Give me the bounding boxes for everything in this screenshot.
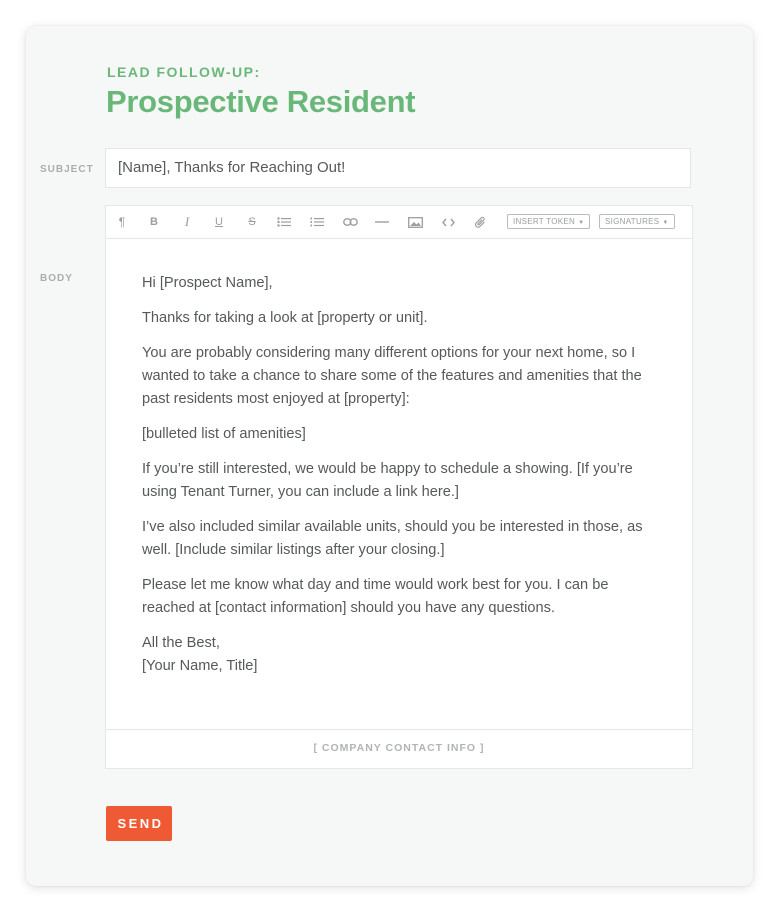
paragraph-icon[interactable] xyxy=(112,206,132,238)
paragraph-glyph: ¶ xyxy=(118,215,126,229)
bold-icon[interactable] xyxy=(144,206,164,238)
body-paragraph: Thanks for taking a look at [property or unit]. xyxy=(142,310,428,327)
bold-glyph: B xyxy=(150,216,158,228)
bullet-list-icon[interactable] xyxy=(274,206,294,238)
insert-token-dropdown[interactable] xyxy=(507,214,590,229)
numbered-list-icon[interactable] xyxy=(307,206,327,238)
body-paragraph: [bulleted list of amenities] xyxy=(142,426,306,443)
editor-toolbar xyxy=(106,206,692,239)
body-paragraph: Please let me know what day and time would work best for you. I can be reached at [contact information] should you have any questions. xyxy=(142,577,609,616)
body-paragraph: I’ve also included similar available units, should you be interested in those, as well. [Include similar listings after your closing.] xyxy=(142,519,643,558)
template-category: LEAD FOLLOW-UP: xyxy=(107,64,261,80)
image-icon[interactable] xyxy=(405,206,425,238)
body-paragraph: Hi [Prospect Name], xyxy=(142,275,273,291)
link-icon[interactable] xyxy=(340,206,360,238)
signature-line: [Your Name, Title] xyxy=(142,657,258,674)
send-button[interactable]: SEND xyxy=(106,806,172,841)
attachment-icon[interactable] xyxy=(470,206,490,238)
chevron-down-icon: ▼ xyxy=(662,220,669,226)
italic-glyph: I xyxy=(184,214,190,229)
signatures-dropdown[interactable] xyxy=(599,214,675,229)
chevron-down-icon: ▼ xyxy=(578,220,585,226)
underline-icon[interactable] xyxy=(209,206,229,238)
horizontal-rule-icon[interactable] xyxy=(372,206,392,238)
signatures-label: SIGNATURES xyxy=(605,217,660,226)
closing-line: All the Best, xyxy=(142,634,220,651)
body-editor[interactable] xyxy=(105,205,693,769)
page-title: Prospective Resident xyxy=(106,84,416,119)
subject-field[interactable]: [Name], Thanks for Reaching Out! xyxy=(105,148,691,188)
body-paragraph: You are probably considering many different options for your next home, so I wanted to take a chance to share some of the features and amenities that the past residents most enjoyed at [property]: xyxy=(142,345,642,407)
email-template-card xyxy=(26,26,753,886)
subject-label: SUBJECT xyxy=(40,164,94,175)
strikethrough-glyph: S xyxy=(248,216,256,228)
email-body[interactable] xyxy=(142,272,662,677)
body-paragraph: If you’re still interested, we would be happy to schedule a showing. [If you’re using Tenant Turner, you can include a link here.] xyxy=(142,461,633,500)
underline-glyph: U xyxy=(215,216,223,228)
italic-icon[interactable] xyxy=(177,206,197,238)
company-contact-info: [ COMPANY CONTACT INFO ] xyxy=(106,729,692,768)
strikethrough-icon[interactable] xyxy=(242,206,262,238)
body-label: BODY xyxy=(40,273,73,284)
code-icon[interactable] xyxy=(438,206,458,238)
insert-token-label: INSERT TOKEN xyxy=(513,217,576,226)
